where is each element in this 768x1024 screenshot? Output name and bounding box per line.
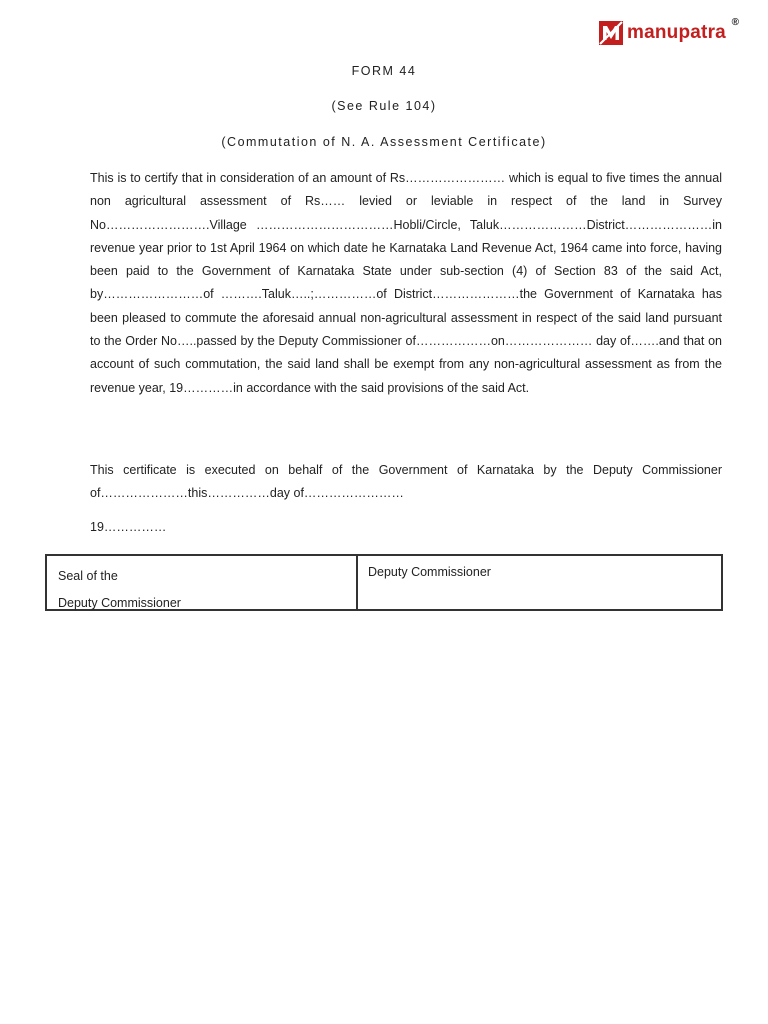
signature-table: [45, 554, 723, 611]
seal-cell: [47, 556, 358, 609]
registered-mark: ®: [731, 17, 739, 28]
form-number: FORM 44: [351, 64, 417, 78]
form-subtitle: (Commutation of N. A. Assessment Certificate): [221, 135, 547, 149]
year-line: 19……………: [90, 520, 167, 534]
manupatra-logo: [598, 17, 739, 46]
manupatra-logo-icon: [598, 20, 624, 46]
logo-text: manupatra: [627, 22, 726, 43]
rule-reference: (See Rule 104): [331, 99, 437, 113]
signatory-label: Deputy Commissioner: [368, 565, 491, 579]
signatory-cell: [358, 556, 721, 609]
seal-label-line-2: Deputy Commissioner: [58, 596, 181, 610]
execution-paragraph: This certificate is executed on behalf of the Government of Karnataka by the Deputy Commissioner of…………………this……………day of……………………: [90, 463, 722, 501]
seal-label-line-1: Seal of the: [58, 569, 118, 583]
certificate-paragraph: This is to certify that in consideration of an amount of Rs…………………… which is equal to five times the annual non agricultural assessment of Rs…… levied or leviable in respect of the land in Survey No…………………….Village ……………………………Hobli/Circle, Taluk…………………District…………………in revenue year prior to 1st April 1964 on which date he Karnataka Land Revenue Act, 1964 came into force, having been paid to the Government of Karnataka State under sub-section (4) of Section 83 of the said Act, by……………………of ……….Taluk…..;……………of District…………………the Government of Karnataka has been pleased to commute the aforesaid annual non-agricultural assessment in respect of the said land pursuant to the Order No…..passed by the Deputy Commissioner of………………on………………… day of…….and that on account of such commutation, the said land shall be exempt from any non-agricultural assessment as from the revenue year, 19…………in accordance with the said provisions of the said Act.: [90, 171, 722, 395]
